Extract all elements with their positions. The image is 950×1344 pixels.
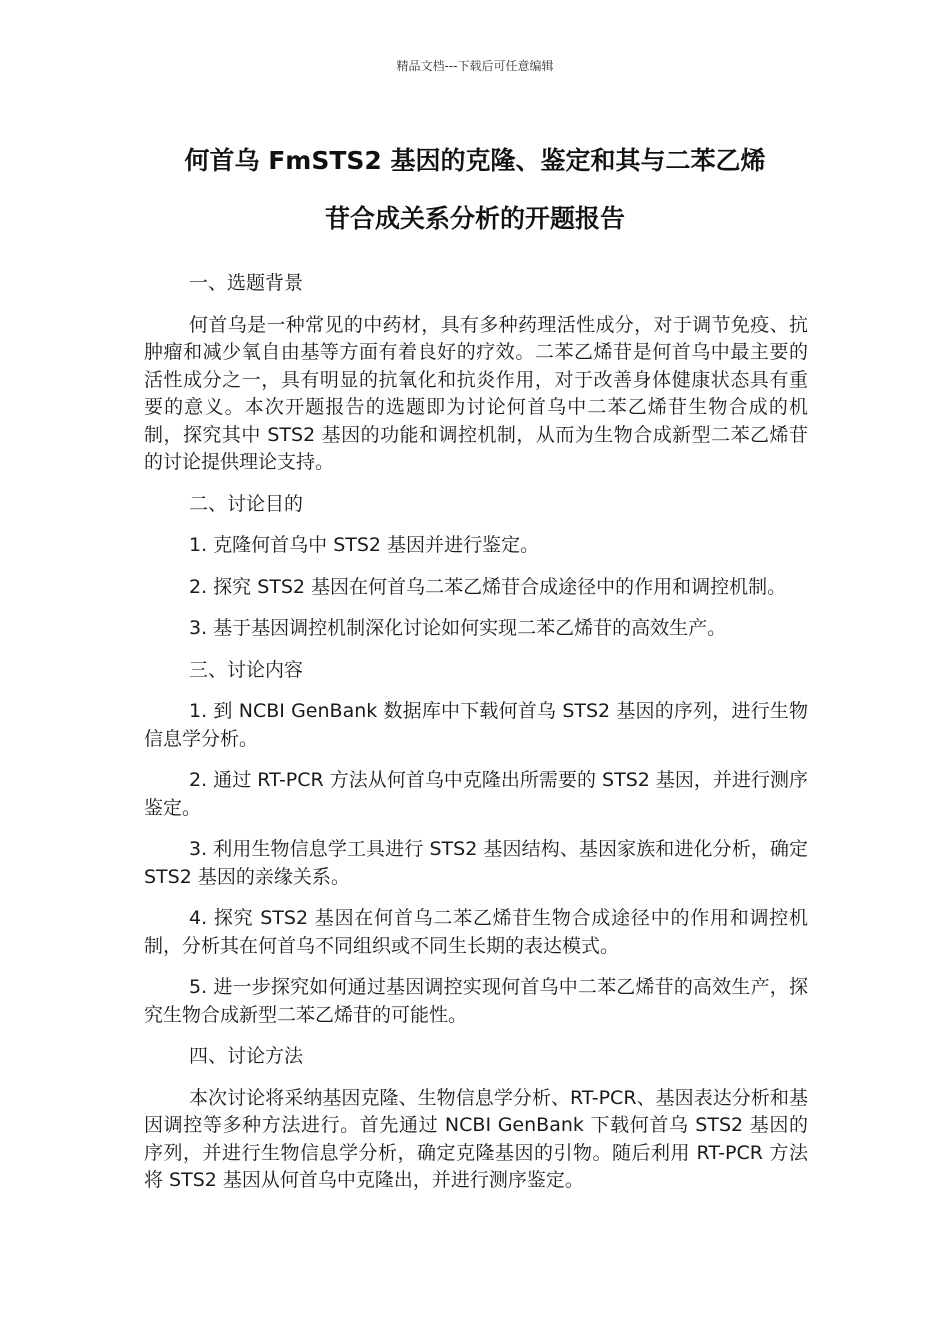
- section-heading-purpose: 二、讨论目的: [189, 492, 304, 515]
- title-line-2: 苷合成关系分析的开题报告: [324, 204, 625, 233]
- header-note: 精品文档---下载后可任意编辑: [396, 59, 554, 73]
- section-heading-methods: 四、讨论方法: [189, 1045, 304, 1067]
- methods-paragraph: 本次讨论将采纳基因克隆、生物信息学分析、RT-PCR、基因表达分析和基因调控等多种方法进行。首先通过 NCBI GenBank 下载何首乌 STS2 基因的序列，并进行生物信息学分析，确定克隆基因的引物。随后利用 RT-PCR 方法将 STS2 基因从何首乌中克隆出，并进行测序鉴定。: [144, 1086, 808, 1191]
- section-heading-content: 三、讨论内容: [189, 658, 304, 681]
- document-title: [130, 132, 820, 248]
- title-line-1: 何首乌 FmSTS2 基因的克隆、鉴定和其与二苯乙烯: [184, 146, 766, 175]
- content-item: 5. 进一步探究如何通过基因调控实现何首乌中二苯乙烯苷的高效生产，探究生物合成新型二苯乙烯苷的可能性。: [144, 976, 808, 1026]
- content-item: 4. 探究 STS2 基因在何首乌二苯乙烯苷生物合成途径中的作用和调控机制，分析其在何首乌不同组织或不同生长期的表达模式。: [144, 907, 808, 957]
- document-body: [144, 270, 808, 1209]
- content-item: 2. 通过 RT-PCR 方法从何首乌中克隆出所需要的 STS2 基因，并进行测序鉴定。: [144, 769, 808, 819]
- purpose-item: 1. 克隆何首乌中 STS2 基因并进行鉴定。: [189, 534, 540, 556]
- content-item: 1. 到 NCBI GenBank 数据库中下载何首乌 STS2 基因的序列，进行生物信息学分析。: [144, 700, 808, 750]
- background-paragraph: 何首乌是一种常见的中药材，具有多种药理活性成分，对于调节免疫、抗肿瘤和减少氧自由基等方面有着良好的疗效。二苯乙烯苷是何首乌中最主要的活性成分之一，具有明显的抗氧化和抗炎作用，对于改善身体健康状态具有重要的意义。本次开题报告的选题即为讨论何首乌中二苯乙烯苷生物合成的机制，探究其中 STS2 基因的功能和调控机制，从而为生物合成新型二苯乙烯苷的讨论提供理论支持。: [144, 313, 808, 473]
- purpose-item: 3. 基于基因调控机制深化讨论如何实现二苯乙烯苷的高效生产。: [189, 617, 727, 639]
- section-heading-background: 一、选题背景: [189, 272, 304, 294]
- content-item: 3. 利用生物信息学工具进行 STS2 基因结构、基因家族和进化分析，确定 STS2 基因的亲缘关系。: [144, 838, 808, 888]
- purpose-item: 2. 探究 STS2 基因在何首乌二苯乙烯苷合成途径中的作用和调控机制。: [189, 575, 787, 598]
